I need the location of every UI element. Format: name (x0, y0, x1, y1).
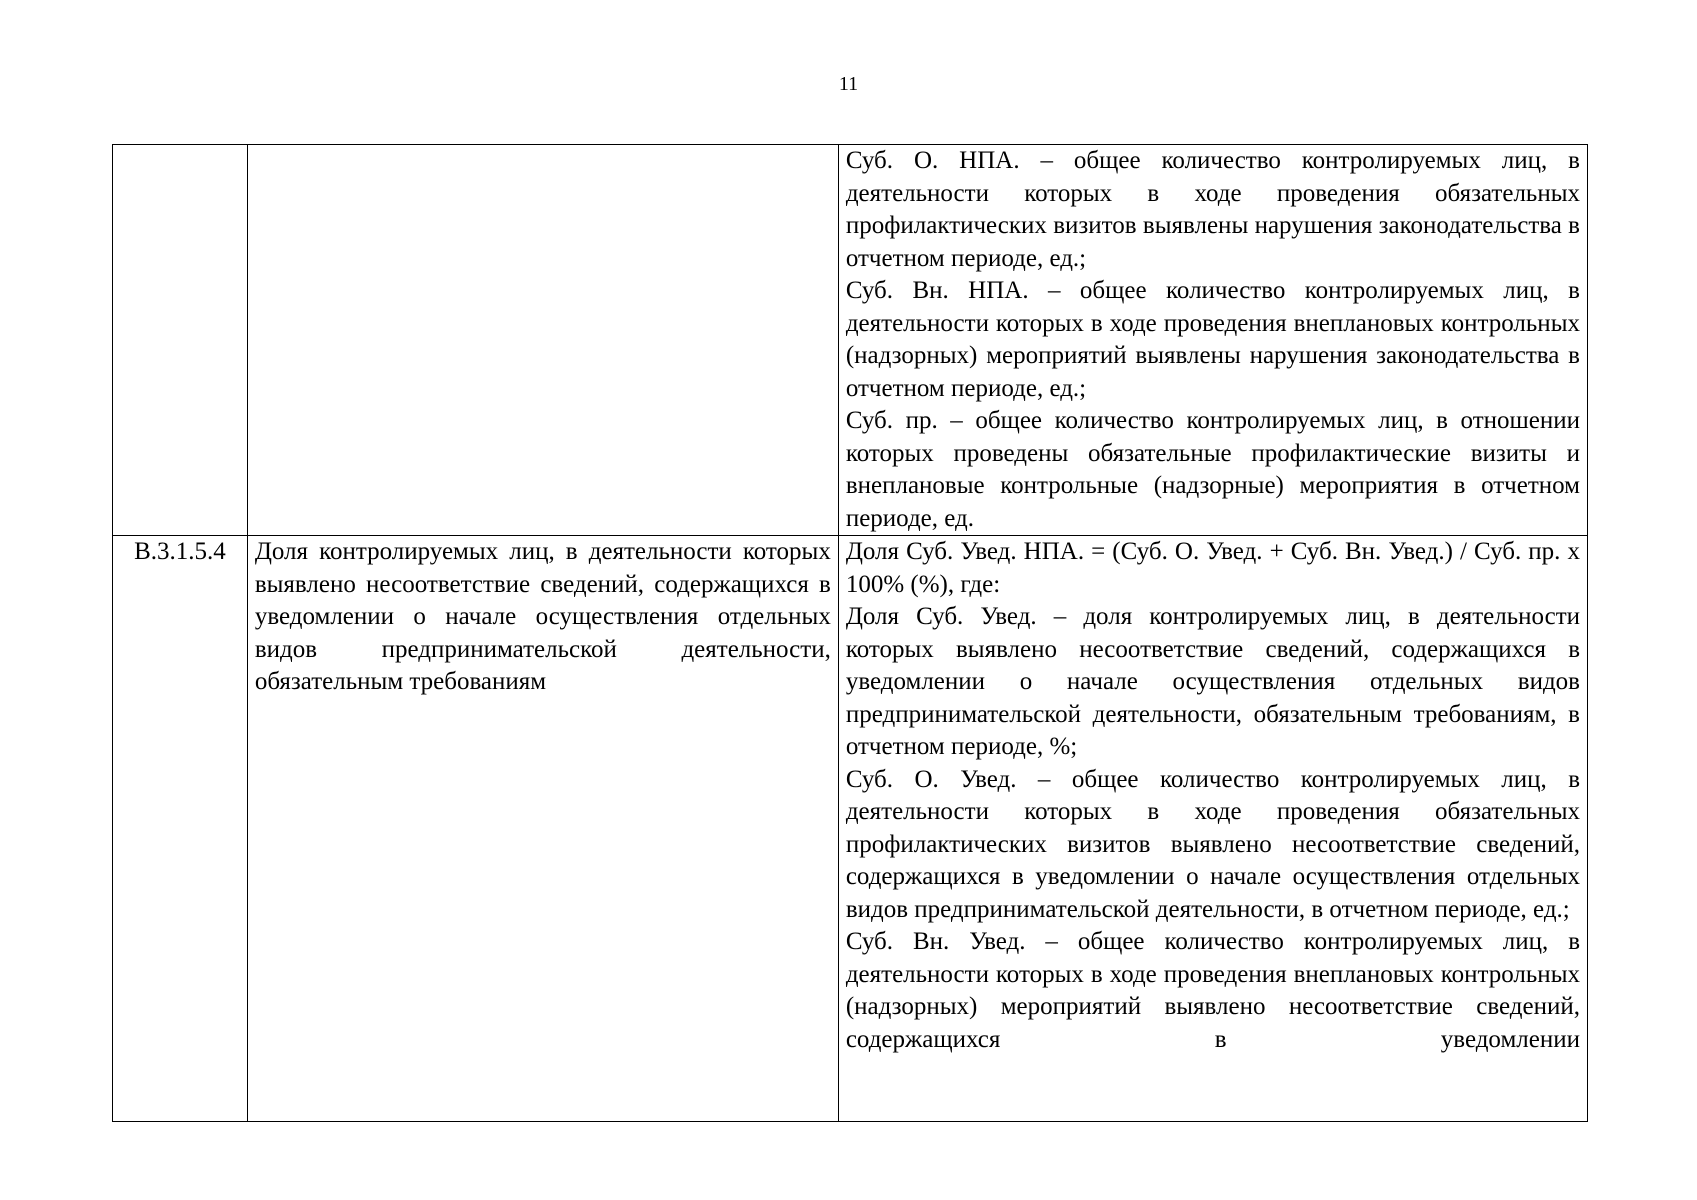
formula-paragraph: Суб. О. Увед. – общее количество контролируемых лиц, в деятельности которых в ходе проведения обязательных профилактических визитов выявлено несоответствие сведений, содержащихся в уведомлении о начале осуществления отдельных видов предпринимательской деятельности, в отчетном периоде, ед.; (845, 765, 1580, 923)
table-row (113, 145, 1588, 536)
formula-paragraph: Суб. Вн. Увед. – общее количество контролируемых лиц, в деятельности которых в ходе проведения внеплановых контрольных (надзорных) мероприятий выявлено несоответствие сведений, содержащихся в уведомлении (845, 928, 1580, 1053)
formula-paragraph: Доля Суб. Увед. – доля контролируемых лиц, в деятельности которых выявлено несоответствие сведений, содержащихся в уведомлении о начале осуществления отдельных видов предпринимательской деятельности, обязательным требованиям, в отчетном периоде, %; (845, 603, 1580, 760)
indicator-formula-cell (838, 536, 1587, 1122)
indicator-table (112, 144, 1588, 1122)
table-row (113, 536, 1588, 1122)
indicator-name-cell (247, 536, 838, 1122)
formula-paragraph: Доля Суб. Увед. НПА. = (Суб. О. Увед. + Суб. Вн. Увед.) / Суб. пр. х 100% (%), где: (845, 538, 1580, 598)
indicator-code-cell: В.3.1.5.4 (113, 536, 248, 1122)
formula-paragraph: Суб. пр. – общее количество контролируемых лиц, в отношении которых проведены обязательные профилактические визиты и внеплановые контрольные (надзорные) мероприятия в отчетном периоде, ед. (845, 407, 1580, 532)
indicator-name-cell (247, 145, 838, 536)
indicator-name-text: Доля контролируемых лиц, в деятельности которых выявлено несоответствие сведений, содержащихся в уведомлении о начале осуществления отдельных видов предпринимательской деятельности, обязательным требованиям (254, 538, 831, 695)
indicator-formula-cell (838, 145, 1587, 536)
indicator-code-cell (113, 145, 248, 536)
formula-paragraph: Суб. Вн. НПА. – общее количество контролируемых лиц, в деятельности которых в ходе проведения внеплановых контрольных (надзорных) мероприятий выявлены нарушения законодательства в отчетном периоде, ед.; (845, 277, 1580, 402)
formula-paragraph: Суб. О. НПА. – общее количество контролируемых лиц, в деятельности которых в ходе проведения обязательных профилактических визитов выявлены нарушения законодательства в отчетном периоде, ед.; (845, 147, 1580, 272)
page-number: 11 (838, 73, 859, 95)
